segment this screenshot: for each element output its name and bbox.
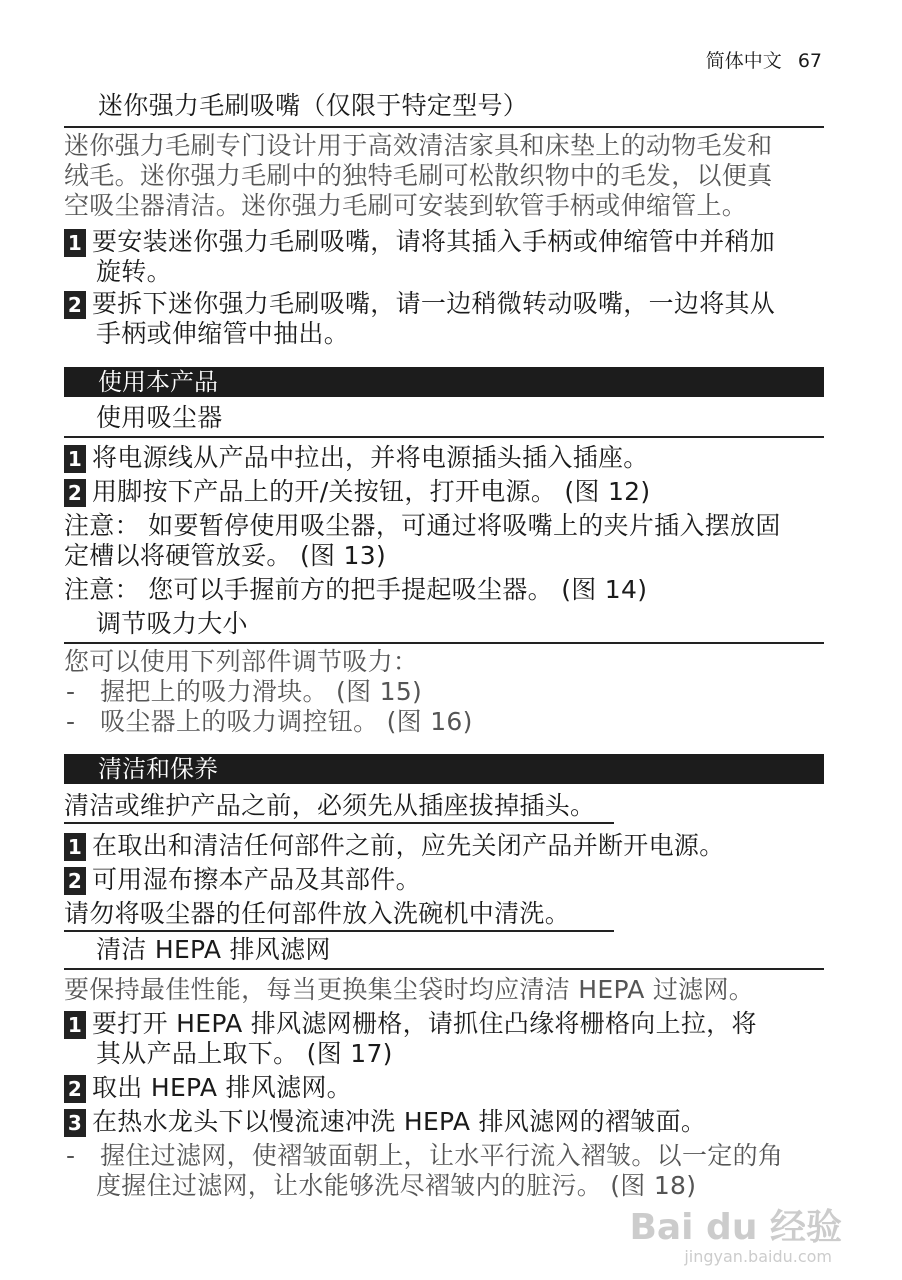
warning-line: 清洁或维护产品之前，必须先从插座拔掉插头。 — [64, 791, 596, 820]
step-text-continued: 旋转。 — [96, 257, 172, 286]
step-number: 3 — [64, 1109, 86, 1137]
step-item — [64, 442, 649, 474]
list-item: - 握住过滤网，使褶皱面朝上，让水平行流入褶皱。以一定的角 — [66, 1141, 784, 1170]
step-text-continued: 手柄或伸缩管中抽出。 — [96, 319, 350, 348]
step-item — [64, 830, 725, 862]
step-item — [64, 476, 650, 508]
step-number: 2 — [64, 291, 86, 319]
section-title-suction: 调节吸力大小 — [96, 609, 248, 638]
section-divider — [64, 436, 824, 438]
note-line: 注意： 如要暂停使用吸尘器，可通过将吸嘴上的夹片插入摆放固 — [64, 511, 781, 540]
step-text: 要打开 HEPA 排风滤网栅格，请抓住凸缘将栅格向上拉，将 — [92, 1009, 757, 1038]
section-divider — [64, 642, 824, 644]
step-item — [64, 1106, 706, 1138]
step-text-continued: 其从产品上取下。 (图 17) — [96, 1039, 393, 1068]
paragraph-line: 要保持最佳性能，每当更换集尘袋时均应清洁 HEPA 过滤网。 — [64, 975, 755, 1004]
paragraph-line: 您可以使用下列部件调节吸力： — [64, 647, 419, 676]
step-item — [64, 1008, 757, 1040]
step-number: 2 — [64, 867, 86, 895]
step-text: 用脚按下产品上的开/关按钮，打开电源。 (图 12) — [92, 477, 651, 506]
list-item-text: 吸尘器上的吸力调控钮。 (图 16) — [100, 707, 473, 736]
step-text: 要安装迷你强力毛刷吸嘴，请将其插入手柄或伸缩管中并稍加 — [92, 227, 776, 256]
section-divider — [64, 968, 824, 970]
page-number: 67 — [797, 50, 822, 72]
step-number: 1 — [64, 445, 86, 473]
step-text: 要拆下迷你强力毛刷吸嘴，请一边稍微转动吸嘴，一边将其从 — [92, 289, 776, 318]
warning-underline — [64, 930, 614, 932]
list-item: - 吸尘器上的吸力调控钮。 (图 16) — [66, 707, 473, 736]
watermark-url: jingyan.baidu.com — [684, 1247, 832, 1266]
section-title-mini-brush: 迷你强力毛刷吸嘴（仅限于特定型号） — [98, 91, 529, 120]
step-item — [64, 226, 775, 258]
paragraph-line: 绒毛。迷你强力毛刷中的独特毛刷可松散织物中的毛发，以便真 — [64, 161, 773, 190]
step-number: 1 — [64, 833, 86, 861]
step-number: 2 — [64, 479, 86, 507]
section-title-hepa: 清洁 HEPA 排风滤网 — [96, 935, 331, 964]
step-item — [64, 288, 775, 320]
header-language: 简体中文 — [705, 50, 782, 72]
step-text: 可用湿布擦本产品及其部件。 — [92, 865, 421, 894]
step-text: 取出 HEPA 排风滤网。 — [92, 1073, 352, 1102]
chapter-bar-using-product: 使用本产品 — [64, 367, 824, 397]
watermark-logo: Bai du 经验 — [629, 1207, 842, 1248]
step-number: 2 — [64, 1075, 86, 1103]
step-item — [64, 1072, 352, 1104]
page-header — [696, 46, 822, 73]
note-line: 注意： 您可以手握前方的把手提起吸尘器。 (图 14) — [64, 575, 648, 604]
note-line: 定槽以将硬管放妥。 (图 13) — [64, 541, 387, 570]
section-divider — [64, 126, 824, 128]
step-number: 1 — [64, 1011, 86, 1039]
paragraph-line: 空吸尘器清洁。迷你强力毛刷可安装到软管手柄或伸缩管上。 — [64, 191, 748, 220]
list-item: - 握把上的吸力滑块。 (图 15) — [66, 677, 423, 706]
list-item-continued: 度握住过滤网，让水能够洗尽褶皱内的脏污。 (图 18) — [96, 1171, 697, 1200]
step-number: 1 — [64, 229, 86, 257]
step-text: 将电源线从产品中拉出，并将电源插头插入插座。 — [92, 443, 649, 472]
paragraph-line: 迷你强力毛刷专门设计用于高效清洁家具和床垫上的动物毛发和 — [64, 131, 773, 160]
section-title-using-vacuum: 使用吸尘器 — [96, 403, 223, 432]
chapter-bar-cleaning: 清洁和保养 — [64, 754, 824, 784]
list-item-text: 握住过滤网，使褶皱面朝上，让水平行流入褶皱。以一定的角 — [100, 1141, 784, 1170]
warning-line: 请勿将吸尘器的任何部件放入洗碗机中清洗。 — [64, 899, 571, 928]
step-text: 在取出和清洁任何部件之前，应先关闭产品并断开电源。 — [92, 831, 725, 860]
step-item — [64, 864, 421, 896]
list-item-text: 握把上的吸力滑块。 (图 15) — [100, 677, 423, 706]
step-text: 在热水龙头下以慢流速冲洗 HEPA 排风滤网的褶皱面。 — [92, 1107, 707, 1136]
warning-underline — [64, 822, 614, 824]
